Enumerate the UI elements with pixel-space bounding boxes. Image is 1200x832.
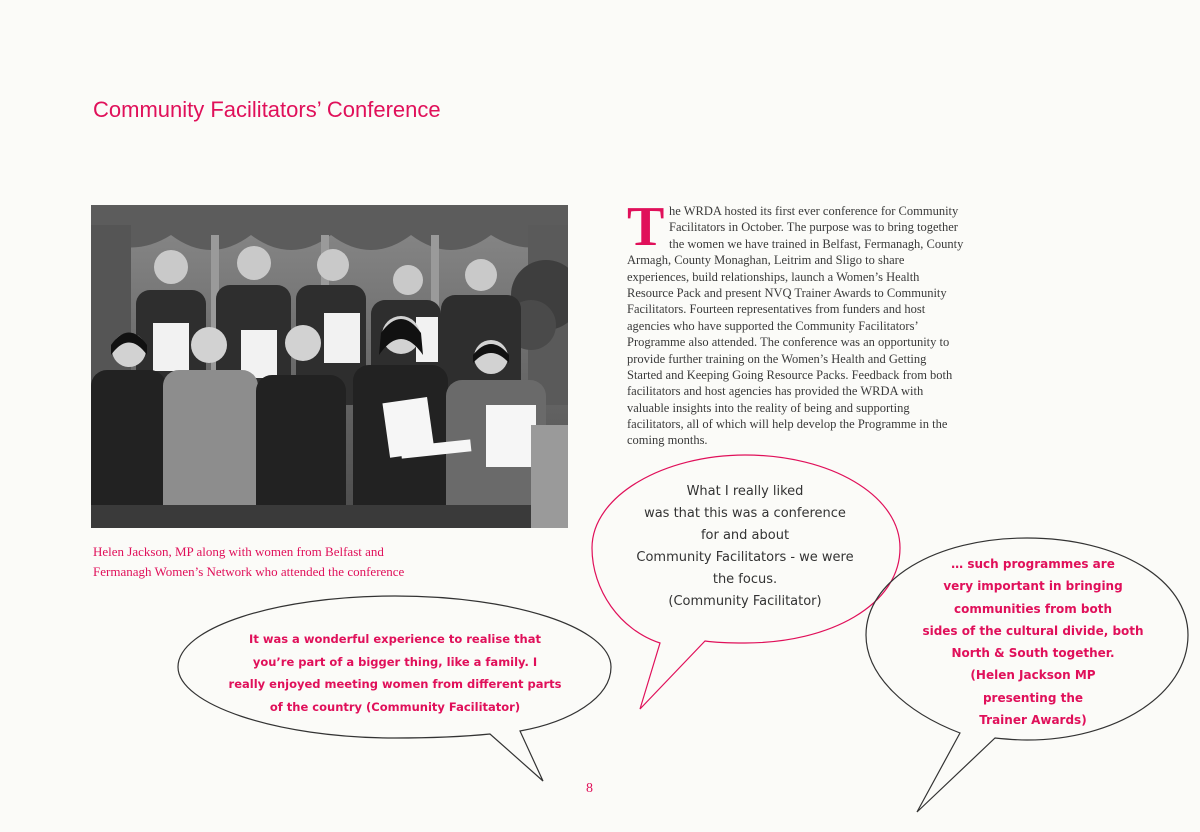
quote-center [590,481,900,613]
quote-right [880,553,1186,731]
body-line: the women we have trained in Belfast, Fermanagh, County [669,236,964,251]
quote-line: really enjoyed meeting women from different parts [228,677,562,691]
body-line: facilitators, all of which will help develop the Programme in the [627,417,948,432]
caption-line: Fermanagh Women’s Network who attended the conference [93,564,405,579]
body-line: Started and Keeping Going Resource Packs. Feedback from both [627,367,953,382]
page-title: Community Facilitators’ Conference [93,97,441,122]
quote-line: the focus. [712,572,778,587]
body-line: Programme also attended. The conference was an opportunity to [627,335,950,350]
body-line: valuable insights into the reality of being and supporting [627,400,910,415]
quote-line: What I really liked [686,484,804,499]
body-line: facilitators and host agencies has provided the WRDA with [627,384,924,399]
body-line: Facilitators in October. The purpose was to bring together [669,220,958,235]
quote-line: It was a wonderful experience to realise that [249,632,541,646]
body-line: coming months. [627,433,708,448]
quote-line: Trainer Awards) [979,713,1087,728]
quote-line: (Community Facilitator) [668,594,822,609]
body-line: experiences, build relationships, launch a Women’s Health [627,269,920,284]
quote-line: for and about [700,528,790,543]
quote-line: very important in bringing [943,579,1123,594]
body-line: Facilitators. Fourteen representatives from funders and host [627,302,926,317]
body-line: Armagh, County Monaghan, Leitrim and Sligo to share [627,253,905,268]
body-line: agencies who have supported the Community Facilitators’ [627,318,919,333]
quote-line: (Helen Jackson MP [970,668,1096,683]
quote-line: sides of the cultural divide, both [922,623,1144,638]
quote-line: you’re part of a bigger thing, like a family. I [252,654,538,669]
quote-line: communities from both [953,601,1113,616]
quote-line: of the country (Community Facilitator) [269,699,521,714]
caption-line: Helen Jackson, MP along with women from Belfast and [93,544,384,559]
quote-left [185,628,605,718]
body-line: provide further training on the Women’s Health and Getting [627,351,927,366]
body-line: Resource Pack and present NVQ Trainer Awards to Community [627,285,947,300]
drop-cap: T [627,205,665,249]
quote-line: North & South together. [951,646,1115,661]
page-number: 8 [586,781,593,796]
quote-line: presenting the [982,690,1084,705]
quote-line: was that this was a conference [644,506,846,521]
quote-line: … such programmes are [951,557,1115,571]
body-line: he WRDA hosted its first ever conference for Community [669,204,959,218]
quote-line: Community Facilitators - we were [636,550,854,565]
